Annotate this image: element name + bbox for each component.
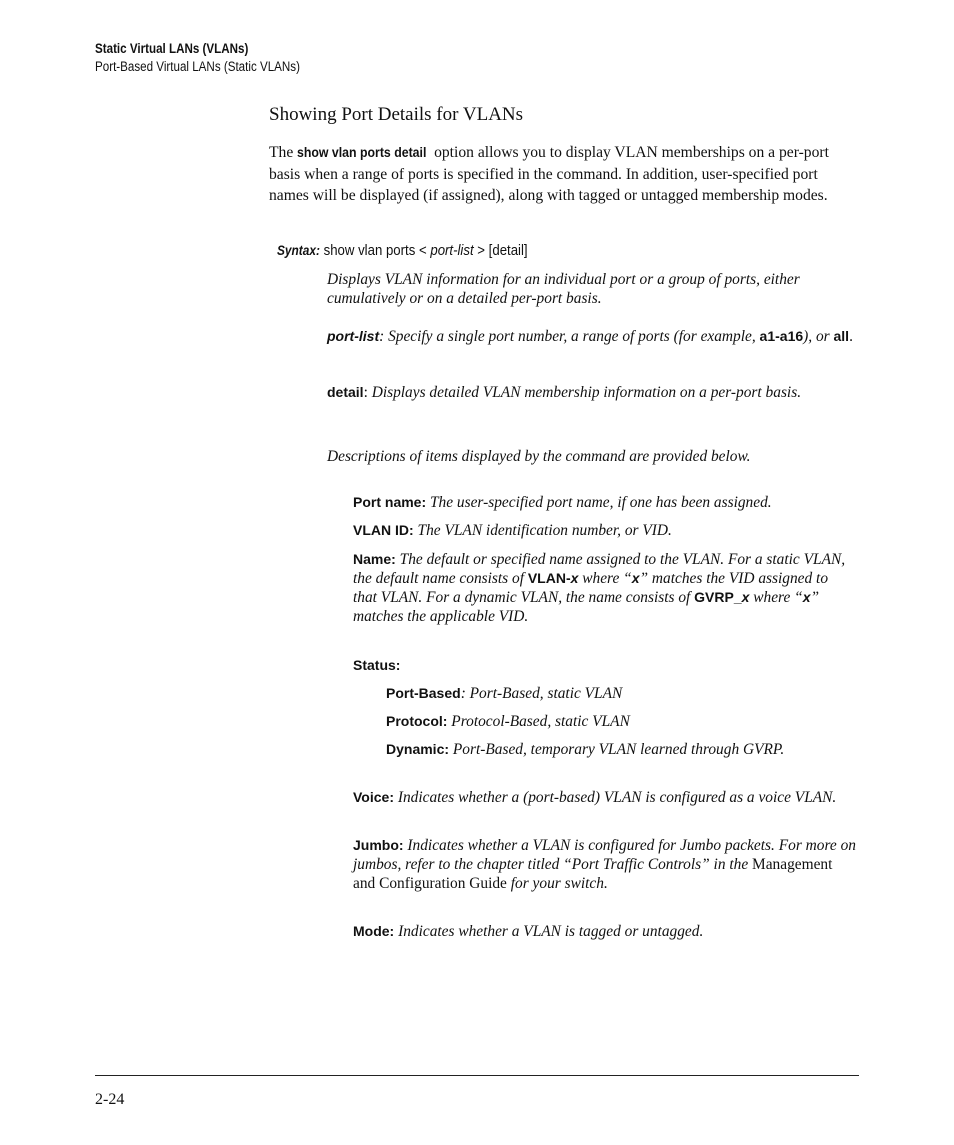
status-port-based-term: Port-Based bbox=[386, 685, 461, 701]
item-voice-term: Voice: bbox=[353, 789, 394, 805]
syntax-description: Displays VLAN information for an individual port or a group of ports, either cumulatively or on a detailed per-port basis. bbox=[327, 271, 800, 307]
param-port-list-example: a1-a16 bbox=[759, 328, 804, 344]
item-mode-text: Indicates whether a VLAN is tagged or untagged. bbox=[394, 923, 704, 940]
item-jumbo-text-1: Indicates whether a VLAN is configured for Jumbo packets. For more on jumbos, refer to the chapter titled “Port Traffic Controls” in the bbox=[353, 837, 856, 873]
item-port-name bbox=[353, 493, 863, 512]
intro-command: show vlan ports detail bbox=[297, 144, 427, 160]
item-name-text-1: The default or specified name assigned to the VLAN. For a static VLAN, the default name consists of bbox=[353, 551, 846, 587]
param-port-list-text-3: . bbox=[849, 328, 853, 345]
status-port-based bbox=[386, 684, 856, 703]
section-heading: Showing Port Details for VLANs bbox=[269, 104, 524, 125]
item-voice-text: Indicates whether a (port-based) VLAN is configured as a voice VLAN. bbox=[393, 789, 837, 806]
intro-text-start: The bbox=[269, 144, 298, 161]
item-name-text-2: where “ bbox=[578, 570, 632, 587]
item-voice bbox=[353, 788, 858, 807]
running-header-section: Port-Based Virtual LANs (Static VLANs) bbox=[95, 59, 300, 74]
status-dynamic bbox=[386, 740, 826, 759]
status-protocol-text: Protocol-Based, static VLAN bbox=[447, 713, 630, 730]
item-jumbo-term: Jumbo: bbox=[353, 837, 404, 853]
running-header-chapter: Static Virtual LANs (VLANs) bbox=[95, 41, 249, 56]
param-port-list-term: port-list bbox=[327, 328, 380, 344]
item-mode bbox=[353, 922, 858, 941]
syntax-command: show vlan ports < bbox=[319, 242, 431, 259]
page-number: 2-24 bbox=[95, 1091, 125, 1108]
status-dynamic-term: Dynamic: bbox=[386, 741, 450, 757]
item-mode-term: Mode: bbox=[353, 923, 395, 939]
item-port-name-text: The user-specified port name, if one has been assigned. bbox=[426, 494, 772, 511]
item-name-code-gvrp: GVRP_ bbox=[694, 589, 742, 605]
item-name-code-vlan-x: x bbox=[570, 570, 579, 586]
param-detail-colon: : bbox=[363, 384, 372, 401]
syntax-command-end: > [detail] bbox=[473, 242, 528, 259]
syntax-label: Syntax: bbox=[277, 243, 320, 258]
item-vlan-id-term: VLAN ID: bbox=[353, 522, 414, 538]
param-detail-term: detail bbox=[327, 384, 364, 400]
item-status bbox=[353, 656, 853, 675]
param-detail-text: Displays detailed VLAN membership information on a per-port basis. bbox=[371, 384, 802, 401]
item-name-text-5: ” matches the applicable VID. bbox=[353, 589, 820, 625]
item-name-code-vlan: VLAN- bbox=[527, 570, 571, 586]
intro-paragraph bbox=[269, 142, 859, 207]
item-jumbo bbox=[353, 836, 858, 893]
param-port-list-all: all bbox=[833, 328, 850, 344]
item-jumbo-guide-title: Management and Configuration Guide bbox=[353, 856, 833, 892]
item-vlan-id bbox=[353, 521, 863, 540]
item-jumbo-text-2: for your switch. bbox=[506, 875, 608, 892]
item-port-name-term: Port name: bbox=[353, 494, 427, 510]
status-port-based-text: : Port-Based, static VLAN bbox=[460, 685, 623, 702]
descriptions-intro: Descriptions of items displayed by the command are provided below. bbox=[327, 448, 751, 465]
item-name-text-3: ” matches the VID assigned to that VLAN. For a dynamic VLAN, the name consists of bbox=[353, 570, 829, 606]
param-port-list-text-2: ), or bbox=[803, 328, 834, 345]
item-name-text-4: where “ bbox=[749, 589, 803, 606]
item-status-term: Status: bbox=[353, 657, 401, 673]
footer-rule bbox=[95, 1075, 859, 1076]
item-name-term: Name: bbox=[353, 551, 396, 567]
item-name bbox=[353, 550, 853, 626]
param-port-list-text: : Specify a single port number, a range of ports (for example, bbox=[379, 328, 760, 345]
item-name-x-1: x bbox=[631, 570, 640, 586]
intro-text-end: option allows you to display VLAN memberships on a per-port basis when a range of ports is specified in the command. In addition, user-specified port names will be displayed (if assigned), along with tagged or untagged membership modes. bbox=[269, 144, 829, 204]
item-name-code-gvrp-x: x bbox=[741, 589, 750, 605]
status-dynamic-text: Port-Based, temporary VLAN learned through GVRP. bbox=[449, 741, 785, 758]
item-name-x-2: x bbox=[802, 589, 811, 605]
param-port-list bbox=[327, 327, 857, 346]
status-protocol bbox=[386, 712, 856, 731]
status-protocol-term: Protocol: bbox=[386, 713, 448, 729]
item-vlan-id-text: The VLAN identification number, or VID. bbox=[413, 522, 672, 539]
syntax-line bbox=[277, 242, 528, 259]
syntax-parameter: port-list bbox=[430, 242, 474, 259]
param-detail bbox=[327, 383, 857, 402]
